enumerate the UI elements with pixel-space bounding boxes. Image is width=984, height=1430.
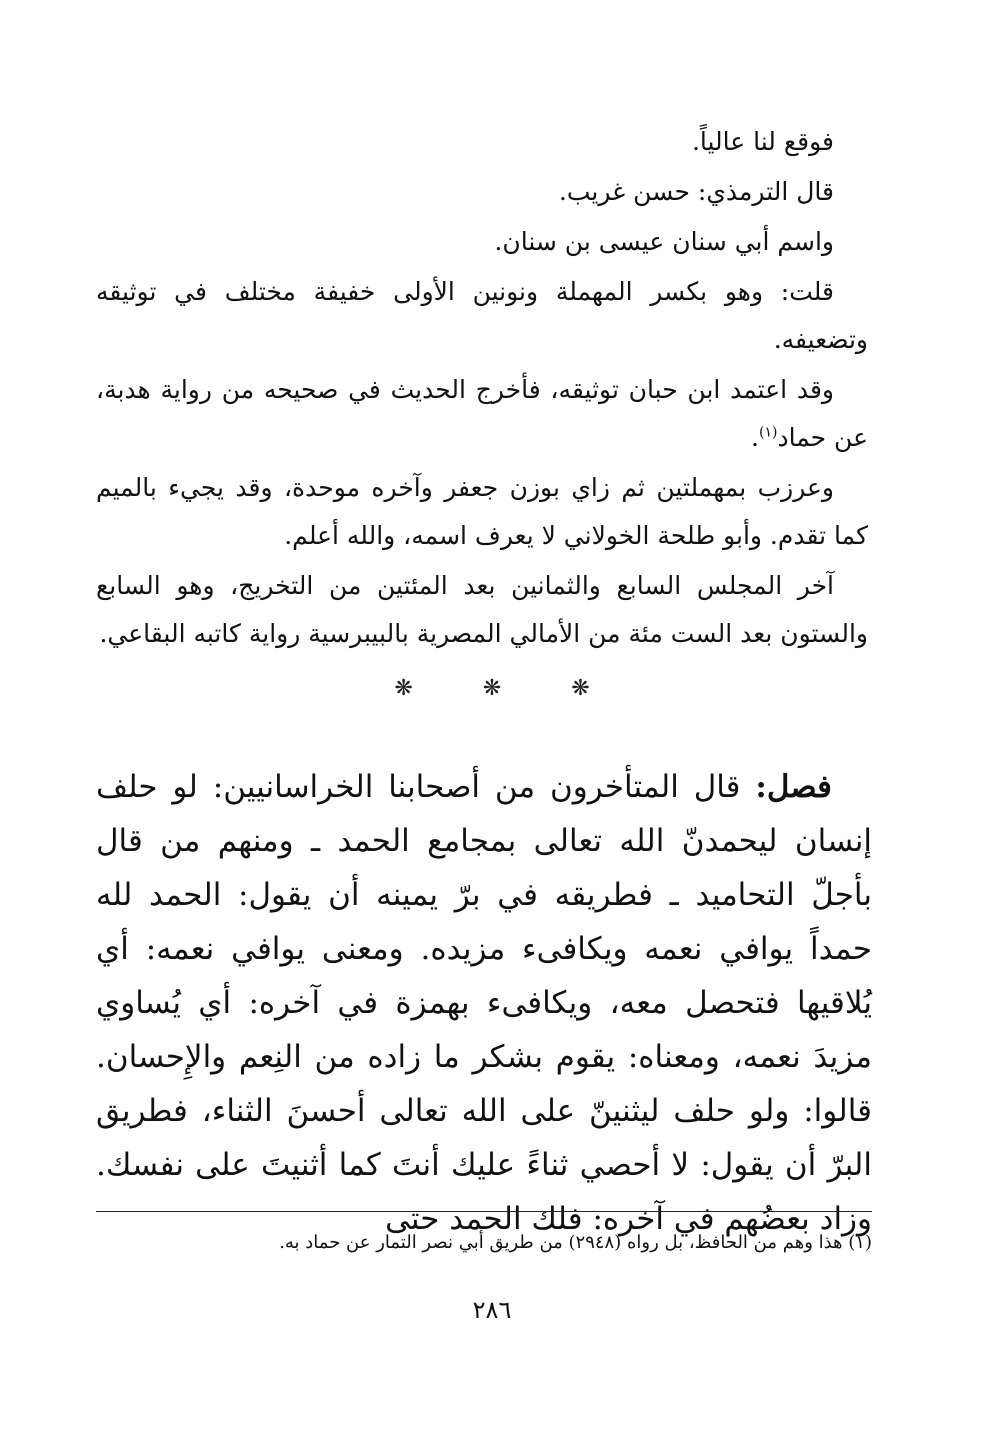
star-ornament-icon: ❋	[482, 676, 502, 701]
paragraph: فوقع لنا عالياً.	[691, 127, 834, 156]
top-text-block	[96, 118, 868, 660]
section-divider	[0, 676, 984, 716]
paragraph: قال الترمذي: حسن غريب.	[558, 177, 834, 206]
paragraph-text: وقد اعتمد ابن حبان توثيقه، فأخرج الحديث في صحيحه من رواية هدبة، عن حماد	[96, 375, 868, 452]
section-heading: فصل:	[755, 769, 832, 805]
footnote-divider	[96, 1211, 872, 1212]
paragraph-with-footnote	[96, 366, 868, 462]
paragraph: قلت: وهو بكسر المهملة ونونين الأولى خفيفة مختلف في توثيقه وتضعيفه.	[96, 277, 868, 354]
footnote: (١) هذا وهم من الحافظ، بل رواه (٢٩٤٨) من طريق أبي نصر التمار عن حماد به.	[279, 1232, 872, 1253]
main-text-block	[96, 760, 872, 1246]
paragraph: وعرزب بمهملتين ثم زاي بوزن جعفر وآخره موحدة، وقد يجيء بالميم كما تقدم. وأبو طلحة الخولاني لا يعرف اسمه، والله أعلم.	[96, 473, 868, 550]
paragraph: واسم أبي سنان عيسى بن سنان.	[494, 227, 834, 256]
star-ornament-icon: ❋	[394, 676, 413, 701]
main-paragraph	[96, 760, 872, 1246]
paragraph-end: .	[751, 423, 759, 452]
star-ornament-icon: ❋	[571, 676, 590, 701]
main-text: قال المتأخرون من أصحابنا الخراسانيين: لو حلف إنسان ليحمدنّ الله تعالى بمجامع الحمد ـ ومنهم من قال بأجلّ التحاميد ـ فطريقه في برّ يمينه أن يقول: الحمد لله حمداً يوافي نعمه ويكافىء مزيده. ومعنى يوافي نعمه: أي يُلاقيها فتحصل معه، ويكافىء بهمزة في آخره: أي يُساوي مزيدَ نعمه، ومعناه: يقوم بشكر ما زاده من النِعم والإِحسان. قالوا: ولو حلف ليثنينّ على الله تعالى أحسنَ الثناء، فطريق البرّ أن يقول: لا أحصي ثناءً عليك أنتَ كما أثنيتَ على نفسك. وزاد بعضُهم في آخره: فلك الحمد حتى	[96, 769, 872, 1237]
paragraph: آخر المجلس السابع والثمانين بعد المئتين من التخريج، وهو السابع والستون بعد الست مئة من الأمالي المصرية بالبيبرسية رواية كاتبه البقاعي.	[96, 571, 868, 648]
page-number: ٢٨٦	[472, 1296, 512, 1324]
footnote-marker: (١)	[758, 424, 778, 441]
